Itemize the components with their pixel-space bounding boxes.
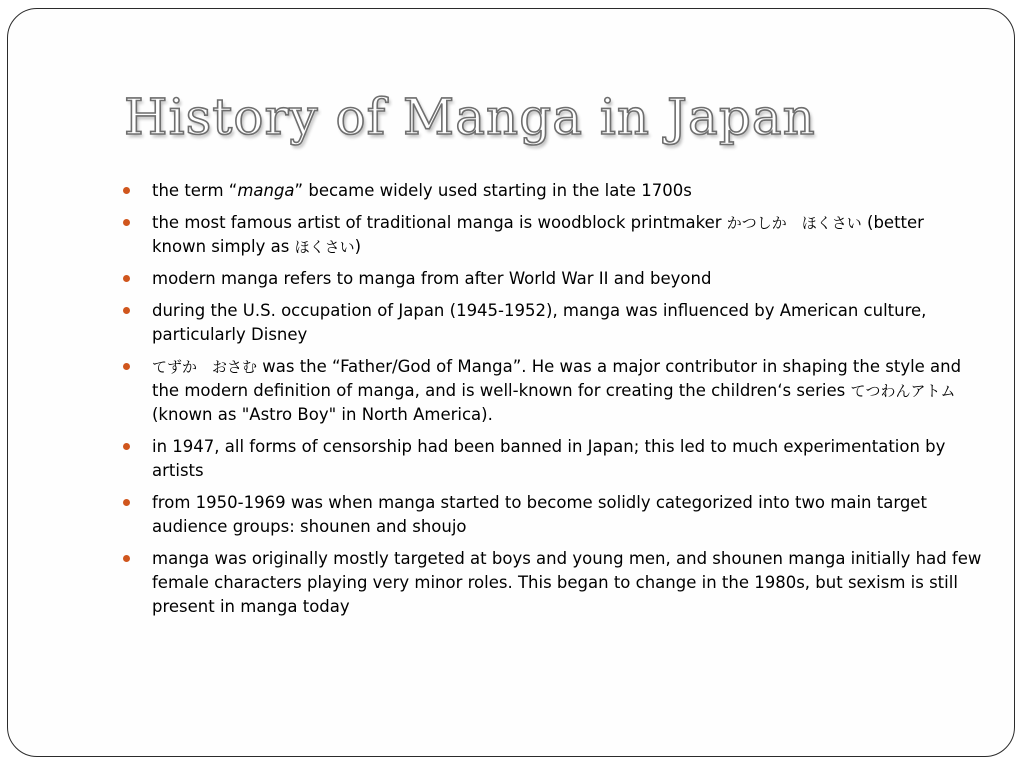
bullet-dot-icon [123, 187, 130, 194]
text-segment: ) [354, 237, 362, 256]
bullet-text [152, 181, 692, 200]
text-segment: the term “ [152, 181, 238, 200]
bullet-dot-icon [123, 499, 130, 506]
bullet-item [123, 435, 983, 483]
japanese-text: かつしか ほくさい [726, 214, 862, 232]
japanese-text: てつわんアトム [850, 382, 956, 400]
text-segment: ” became widely used starting in the late 1700s [294, 181, 692, 200]
japanese-text: ほくさい [294, 238, 355, 256]
bullet-text [152, 437, 945, 480]
bullet-text [152, 357, 961, 424]
text-segment: manga was originally mostly targeted at boys and young men, and shounen manga initially had few female characters playing very minor roles. This began to change in the 1980s, but sexism is still present in manga today [152, 549, 982, 616]
bullet-text [152, 301, 926, 344]
text-segment: the most famous artist of traditional manga is woodblock printmaker [152, 213, 727, 232]
bullet-item [123, 355, 983, 427]
bullet-list [123, 179, 983, 627]
bullet-item [123, 267, 983, 291]
bullet-dot-icon [123, 363, 130, 370]
bullet-text [152, 213, 924, 256]
emphasized-text: manga [237, 181, 295, 200]
text-segment: (better known simply as [152, 213, 924, 256]
japanese-text: てずか おさむ [152, 358, 258, 376]
text-segment: modern manga refers to manga from after World War II and beyond [152, 269, 712, 288]
text-segment: was the “Father/God of Manga”. He was a major contributor in shaping the style and the modern definition of manga, and is well-known for creating the children‘s series [152, 357, 962, 400]
slide-frame [7, 8, 1015, 757]
bullet-text [152, 549, 981, 616]
bullet-item [123, 491, 983, 539]
bullet-text [152, 269, 711, 288]
bullet-dot-icon [123, 443, 130, 450]
bullet-text [152, 493, 927, 536]
text-segment: from 1950-1969 was when manga started to become solidly categorized into two main target audience groups: shounen and shoujo [152, 493, 927, 536]
bullet-dot-icon [123, 307, 130, 314]
bullet-dot-icon [123, 555, 130, 562]
slide-title: History of Manga in Japan [124, 88, 816, 146]
text-segment: in 1947, all forms of censorship had been banned in Japan; this led to much experimentation by artists [152, 437, 946, 480]
bullet-item [123, 179, 983, 203]
text-segment: during the U.S. occupation of Japan (1945-1952), manga was influenced by American culture, particularly Disney [152, 301, 927, 344]
bullet-dot-icon [123, 219, 130, 226]
text-segment: (known as "Astro Boy" in North America). [152, 405, 493, 424]
bullet-item [123, 547, 983, 619]
bullet-item [123, 211, 983, 259]
bullet-dot-icon [123, 275, 130, 282]
bullet-item [123, 299, 983, 347]
